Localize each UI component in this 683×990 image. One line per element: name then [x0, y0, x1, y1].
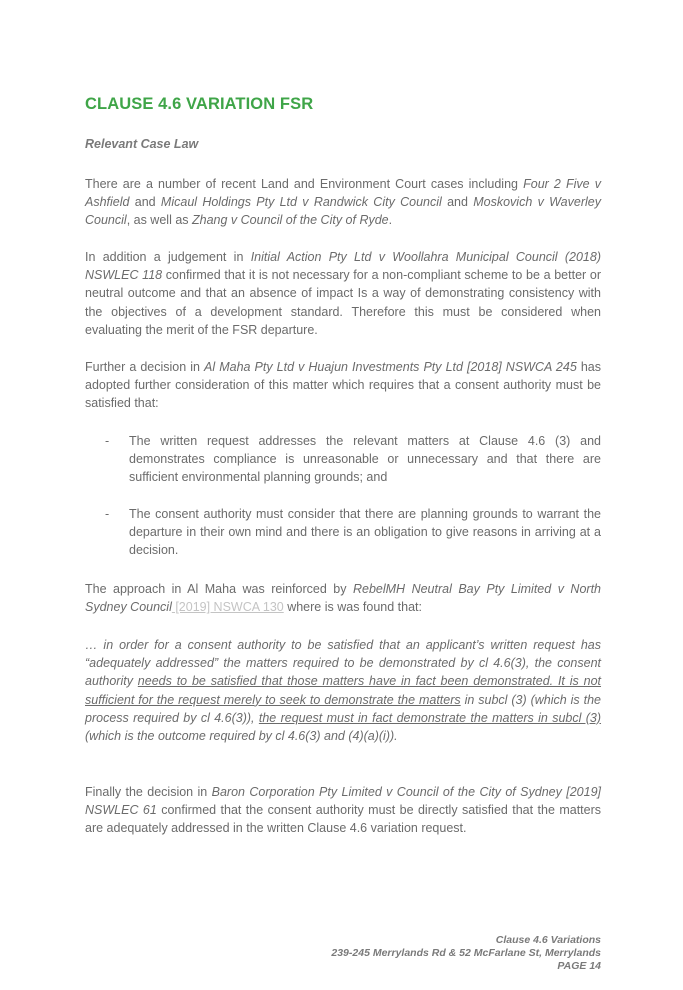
- text: Further a decision in: [85, 360, 205, 374]
- text: There are a number of recent Land and Environment Court cases including: [85, 177, 524, 191]
- list-item-text: The consent authority must consider that there are planning grounds to warrant the departure in their own mind and there is an obligation to give reasons in arriving at a decision.: [129, 506, 601, 558]
- footer-address: 239-245 Merrylands Rd & 52 McFarlane St, Merrylands: [331, 947, 601, 959]
- case-name: Moskovich v Waverley Council: [85, 195, 601, 228]
- text: … in order for a consent authority to be satisfied that an applicant’s written request has “adequately addressed” the matters required to be demonstrated by cl 4.6(3), the consent authority: [85, 638, 601, 689]
- case-name: Four 2 Five v Ashfield: [85, 177, 601, 210]
- list-item: [85, 505, 601, 560]
- requirements-list: [85, 432, 601, 559]
- bullet-dash: -: [105, 506, 110, 521]
- underlined-text: needs to be satisfied that those matters have in fact been demonstrated. It is not sufficient for the request merely to seek to demonstrate the matters: [85, 674, 602, 707]
- case-name: Zhang v Council of the City of Ryde: [192, 213, 389, 228]
- case-name: Al Maha Pty Ltd v Huajun Investments Pty Ltd [2018] NSWCA 245: [204, 360, 577, 374]
- text: where is was found that:: [283, 600, 423, 615]
- text: and: [441, 195, 474, 210]
- paragraph-al-maha: [85, 358, 601, 413]
- list-item: [85, 432, 601, 487]
- text: (which is the outcome required by cl 4.6(3) and (4)(a)(i)).: [85, 729, 398, 744]
- citation-link[interactable]: [2019] NSWCA 130: [171, 600, 284, 615]
- text: Finally the decision in: [85, 785, 212, 799]
- section-subheading: Relevant Case Law: [85, 137, 199, 151]
- text: confirmed that it is not necessary for a non-compliant scheme to be a better or neutral outcome and that an absence of impact Is a way of demonstrating consistency with the objectives of a development standard. Therefore this must be considered when evaluating the merit of the FSR departure.: [85, 268, 601, 337]
- paragraph-initial-action: [85, 248, 601, 339]
- case-name: RebelMH Neutral Bay Pty Limited v North Sydney Council: [85, 582, 601, 615]
- page-title: CLAUSE 4.6 VARIATION FSR: [85, 95, 314, 113]
- quotation: [85, 636, 601, 745]
- text: In addition a judgement in: [85, 250, 251, 264]
- text: has adopted further consideration of this matter which requires that a consent authority must be satisfied that:: [85, 360, 601, 411]
- underlined-text: the request must in fact demonstrate the matters in subcl (3): [258, 710, 602, 725]
- paragraph-cases: [85, 175, 601, 230]
- page-footer: [331, 934, 601, 973]
- case-name: Initial Action Pty Ltd v Woollahra Municipal Council (2018) NSWLEC 118: [85, 250, 601, 283]
- case-name: Micaul Holdings Pty Ltd v Randwick City Council: [160, 195, 442, 210]
- bullet-dash: -: [105, 434, 110, 448]
- case-name: Baron Corporation Pty Limited v Council of the City of Sydney [2019] NSWLEC 61: [85, 785, 601, 818]
- text: .: [388, 213, 393, 228]
- text: confirmed that the consent authority must be directly satisfied that the matters are adequately addressed in the written Clause 4.6 variation request.: [85, 803, 601, 836]
- list-item-text: The written request addresses the relevant matters at Clause 4.6 (3) and demonstrates compliance is unreasonable or unnecessary and that there are sufficient environmental planning grounds; and: [129, 434, 601, 485]
- footer-document-title: Clause 4.6 Variations: [495, 934, 601, 946]
- text: and: [129, 195, 161, 210]
- paragraph-rebelmh: [85, 580, 601, 616]
- text: in subcl (3) (which is the process required by cl 4.6(3)),: [85, 692, 601, 725]
- page-number: PAGE 14: [557, 960, 601, 972]
- text: , as well as: [126, 213, 192, 228]
- paragraph-baron: [85, 783, 601, 838]
- text: The approach in Al Maha was reinforced by: [85, 582, 353, 596]
